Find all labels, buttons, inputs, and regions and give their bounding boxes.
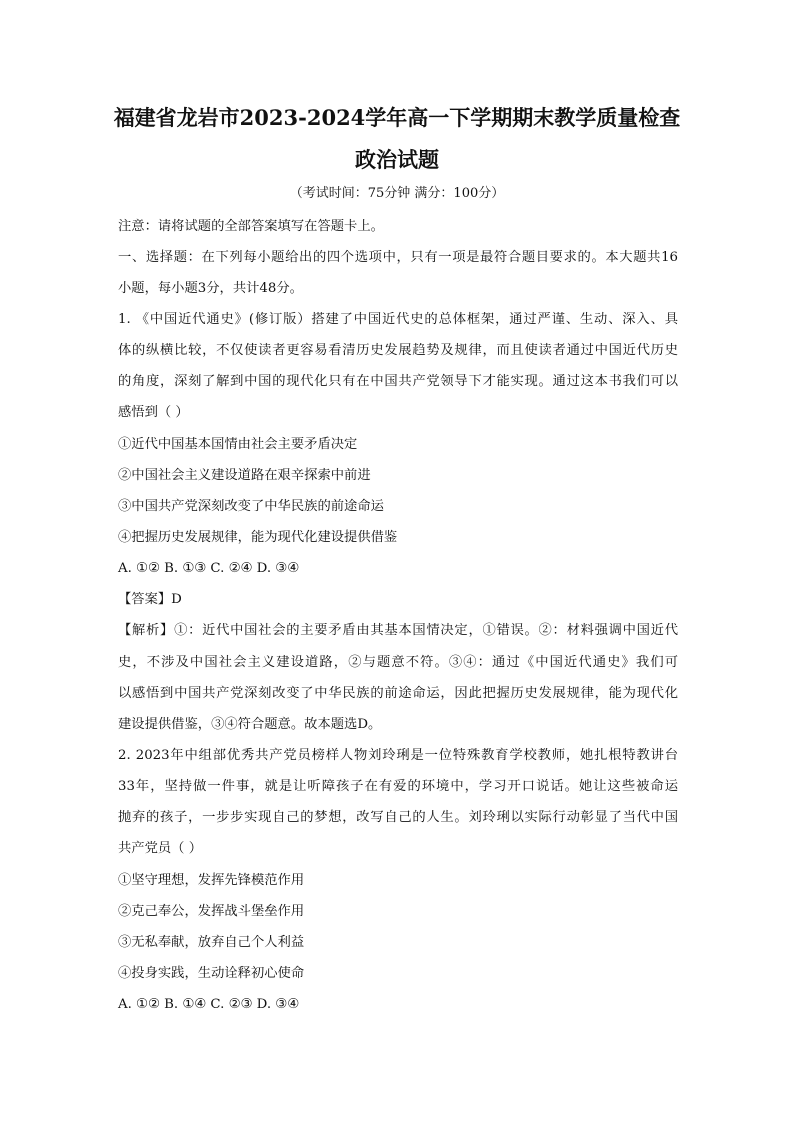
- doc-title: 福建省龙岩市2023-2024学年高一下学期期末教学质量检查: [113, 105, 681, 130]
- q1-analysis: 【解析】①：近代中国社会的主要矛盾由其基本国情决定，①错误。②：材料强调中国近代: [118, 623, 678, 638]
- q1-option: ②中国社会主义建设道路在艰辛探索中前进: [118, 468, 371, 483]
- q2-stem: 抛弃的孩子，一步步实现自己的梦想，改写自己的人生。刘玲琍以实际行动彰显了当代中国: [118, 810, 678, 825]
- q1-stem: 体的纵横比较，不仅使读者更容易看清历史发展趋势及规律，而且使读者通过中国近代历史: [118, 343, 678, 358]
- q2-stem: 共产党员（ ）: [118, 841, 203, 856]
- q2-choices: A. ①② B. ①④ C. ②③ D. ③④: [118, 997, 300, 1012]
- q2-option: ②克己奉公，发挥战斗堡垒作用: [118, 904, 305, 919]
- doc-subject-title: 政治试题: [355, 147, 439, 172]
- notice: 注意：请将试题的全部答案填写在答题卡上。: [118, 219, 384, 234]
- section-instruction: 小题，每小题3分，共计48分。: [118, 281, 303, 296]
- q1-option: ①近代中国基本国情由社会主要矛盾决定: [118, 437, 358, 452]
- q1-stem: 1. 《中国近代通史》(修订版）搭建了中国近代史的总体框架，通过严谨、生动、深入、具: [118, 312, 678, 327]
- section-instruction: 一、选择题：在下列每小题给出的四个选项中，只有一项是最符合题目要求的。本大题共16: [118, 250, 678, 265]
- q1-choices: A. ①② B. ①③ C. ②④ D. ③④: [118, 561, 300, 576]
- q2-option: ③无私奉献，放弃自己个人利益: [118, 935, 305, 950]
- q1-stem: 感悟到（ ）: [118, 405, 189, 420]
- exam-info: （考试时间：75分钟 满分：100分）: [289, 186, 505, 201]
- q1-analysis: 以感悟到中国共产党深刻改变了中华民族的前途命运，因此把握历史发展规律，能为现代化: [118, 686, 678, 701]
- q1-option: ③中国共产党深刻改变了中华民族的前途命运: [118, 499, 384, 514]
- q2-stem: 33年，坚持做一件事，就是让听障孩子在有爱的环境中，学习开口说话。她让这些被命运: [118, 779, 678, 794]
- q1-answer: 【答案】D: [118, 592, 182, 607]
- q2-option: ①坚守理想，发挥先锋模范作用: [118, 873, 305, 888]
- q2-stem: 2. 2023年中组部优秀共产党员榜样人物刘玲琍是一位特殊教育学校教师，她扎根特教讲台: [118, 748, 678, 763]
- q1-stem: 的角度，深刻了解到中国的现代化只有在中国共产党领导下才能实现。通过这本书我们可以: [118, 374, 678, 389]
- q1-analysis: 建设提供借鉴，③④符合题意。故本题选D。: [118, 717, 382, 732]
- q2-option: ④投身实践，生动诠释初心使命: [118, 966, 305, 981]
- q1-analysis: 史，不涉及中国社会主义建设道路，②与题意不符。③④：通过《中国近代通史》我们可: [118, 655, 678, 670]
- q1-option: ④把握历史发展规律，能为现代化建设提供借鉴: [118, 530, 398, 545]
